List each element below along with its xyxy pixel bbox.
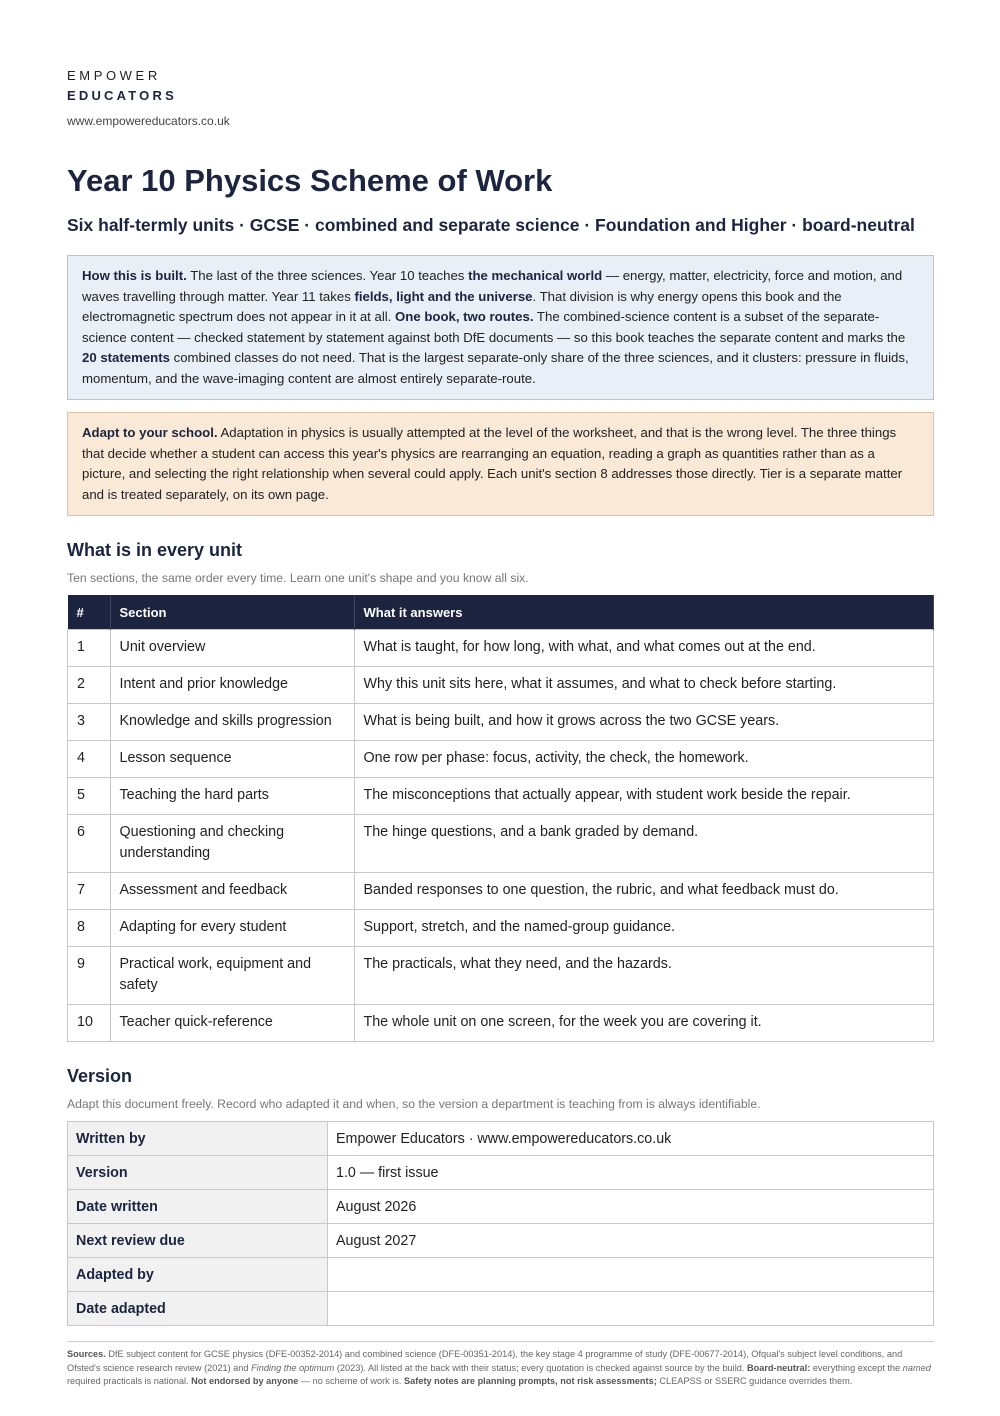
text-run: — no scheme of work is. (298, 1376, 405, 1386)
row-section: Knowledge and skills progression (110, 704, 354, 741)
row-section: Intent and prior knowledge (110, 667, 354, 704)
version-label: Date adapted (68, 1292, 328, 1326)
row-section: Unit overview (110, 630, 354, 667)
units-heading: What is in every unit (67, 540, 243, 560)
table-row (68, 704, 934, 741)
text-run: — energy, matter, electricity, force and motion, and waves travelling through matter. Year 11 takes (82, 268, 903, 304)
version-label: Date written (68, 1190, 328, 1224)
col-number: # (68, 595, 111, 630)
table-row (68, 1190, 934, 1224)
row-number: 1 (68, 630, 111, 667)
units-table-header (68, 595, 934, 630)
row-number: 8 (68, 910, 111, 947)
text-run: . That division is why energy opens this book and the electromagnetic spectrum does not appear in it at all. (82, 288, 842, 324)
version-label: Version (68, 1156, 328, 1190)
text-run: Adaptation in physics is usually attempted at the level of the worksheet, and that is the wrong level. The three things that decide whether a student can access this year's physics are rearranging an equation, reading a graph as quantities rather than as a picture, and selecting the right relationship when several could apply. Each unit's section 8 addresses those directly. Tier is a separate matter and is treated separately, on its own page. (82, 425, 903, 502)
row-number: 10 (68, 1005, 111, 1042)
text-run: One book, two routes. (395, 309, 534, 324)
row-section: Teaching the hard parts (110, 778, 354, 815)
row-answer: The hinge questions, and a bank graded by demand. (354, 815, 934, 873)
row-answer: What is being built, and how it grows across the two GCSE years. (354, 704, 934, 741)
text-run: The combined-science content is a subset of the separate-science content — checked statement by statement against both DfE documents — so this book teaches the separate content and marks the (82, 309, 906, 345)
row-number: 3 (68, 704, 111, 741)
row-answer: Why this unit sits here, what it assumes, and what to check before starting. (354, 667, 934, 704)
table-row (68, 947, 934, 1005)
version-value: Empower Educators · www.empowereducators.co.uk (328, 1122, 934, 1156)
text-run: the mechanical world (468, 268, 603, 283)
version-label: Next review due (68, 1224, 328, 1258)
brand-line-1: EMPOWER (67, 68, 161, 83)
table-row (68, 1224, 934, 1258)
version-value: 1.0 — first issue (328, 1156, 934, 1190)
table-row (68, 815, 934, 873)
version-note: Adapt this document freely. Record who adapted it and when, so the version a department is teaching from is always identifiable. (67, 1097, 761, 1111)
table-row (68, 1122, 934, 1156)
table-row (68, 778, 934, 815)
units-note: Ten sections, the same order every time. Learn one unit's shape and you know all six. (67, 571, 529, 585)
version-heading: Version (67, 1066, 133, 1086)
row-section: Adapting for every student (110, 910, 354, 947)
text-run: Sources. (67, 1349, 106, 1359)
text-run: fields, light and the universe (354, 288, 533, 304)
page-subtitle: Six half-termly units · GCSE · combined and separate science · Foundation and Higher · board-neutral (67, 215, 915, 235)
table-row (68, 1156, 934, 1190)
row-section: Questioning and checking understanding (110, 815, 354, 873)
row-number: 2 (68, 667, 111, 704)
version-value[interactable] (328, 1292, 934, 1326)
row-section: Assessment and feedback (110, 873, 354, 910)
table-row (68, 667, 934, 704)
text-run: How this is built. (82, 268, 187, 283)
row-answer: Support, stretch, and the named-group guidance. (354, 910, 934, 947)
col-section: Section (110, 595, 354, 630)
row-number: 9 (68, 947, 111, 1005)
version-value: August 2026 (328, 1190, 934, 1224)
brand-url[interactable]: www.empowereducators.co.uk (67, 114, 230, 128)
brand-line-2: EDUCATORS (67, 88, 177, 103)
text-run: DfE subject content for GCSE physics (DFE-00352-2014) and combined science (DFE-00351-2014), the key stage 4 programme of study (DFE-00677-2014), Ofqual's subject level conditions, and Ofsted's science research review (2021) and (67, 1349, 903, 1373)
row-answer: The practicals, what they need, and the hazards. (354, 947, 934, 1005)
text-run: Safety notes are planning prompts, not risk assessments; (404, 1376, 657, 1386)
table-row (68, 630, 934, 667)
units-table (67, 595, 934, 1042)
row-section: Teacher quick-reference (110, 1005, 354, 1042)
version-value[interactable] (328, 1258, 934, 1292)
row-number: 7 (68, 873, 111, 910)
text-run: combined classes do not need. That is the largest separate-only share of the three sciences, and it clusters: pressure in fluids, momentum, and the wave-imaging content are almost entirely separate-route. (82, 350, 909, 386)
table-row (68, 873, 934, 910)
sources-footnote (67, 1341, 934, 1389)
text-run: everything except the (810, 1362, 903, 1373)
brand-logo (67, 66, 934, 106)
text-run: Board-neutral: (746, 1362, 811, 1373)
table-row (68, 1005, 934, 1042)
text-run: The last of the three sciences. Year 10 teaches (186, 268, 469, 283)
row-section: Lesson sequence (110, 741, 354, 778)
document-page (67, 66, 934, 1389)
table-row (68, 1292, 934, 1326)
row-number: 6 (68, 815, 111, 873)
version-value: August 2027 (328, 1224, 934, 1258)
col-answers: What it answers (354, 595, 934, 630)
version-table (67, 1121, 934, 1326)
row-number: 4 (68, 741, 111, 778)
page-title: Year 10 Physics Scheme of Work (67, 163, 553, 198)
text-run: CLEAPSS or SSERC guidance overrides them. (656, 1376, 853, 1386)
table-row (68, 741, 934, 778)
text-run: Finding the optimum (251, 1362, 335, 1373)
text-run: Not endorsed by anyone (191, 1376, 299, 1386)
text-run: (2023). All listed at the back with their status; every quotation is checked against source by the build. (334, 1362, 747, 1373)
row-section: Practical work, equipment and safety (110, 947, 354, 1005)
row-answer: The whole unit on one screen, for the week you are covering it. (354, 1005, 934, 1042)
row-answer: One row per phase: focus, activity, the check, the homework. (354, 741, 934, 778)
table-row (68, 1258, 934, 1292)
row-answer: Banded responses to one question, the rubric, and what feedback must do. (354, 873, 934, 910)
row-number: 5 (68, 778, 111, 815)
version-label: Adapted by (68, 1258, 328, 1292)
how-built-box (67, 255, 934, 400)
row-answer: What is taught, for how long, with what, and what comes out at the end. (354, 630, 934, 667)
text-run: Adapt to your school. (82, 425, 218, 440)
row-answer: The misconceptions that actually appear, with student work beside the repair. (354, 778, 934, 815)
text-run: 20 statements (82, 350, 170, 365)
adapt-box (67, 412, 934, 516)
version-label: Written by (68, 1122, 328, 1156)
table-row (68, 910, 934, 947)
text-run: required practicals is national. (67, 1376, 192, 1386)
text-run: named (902, 1362, 931, 1373)
